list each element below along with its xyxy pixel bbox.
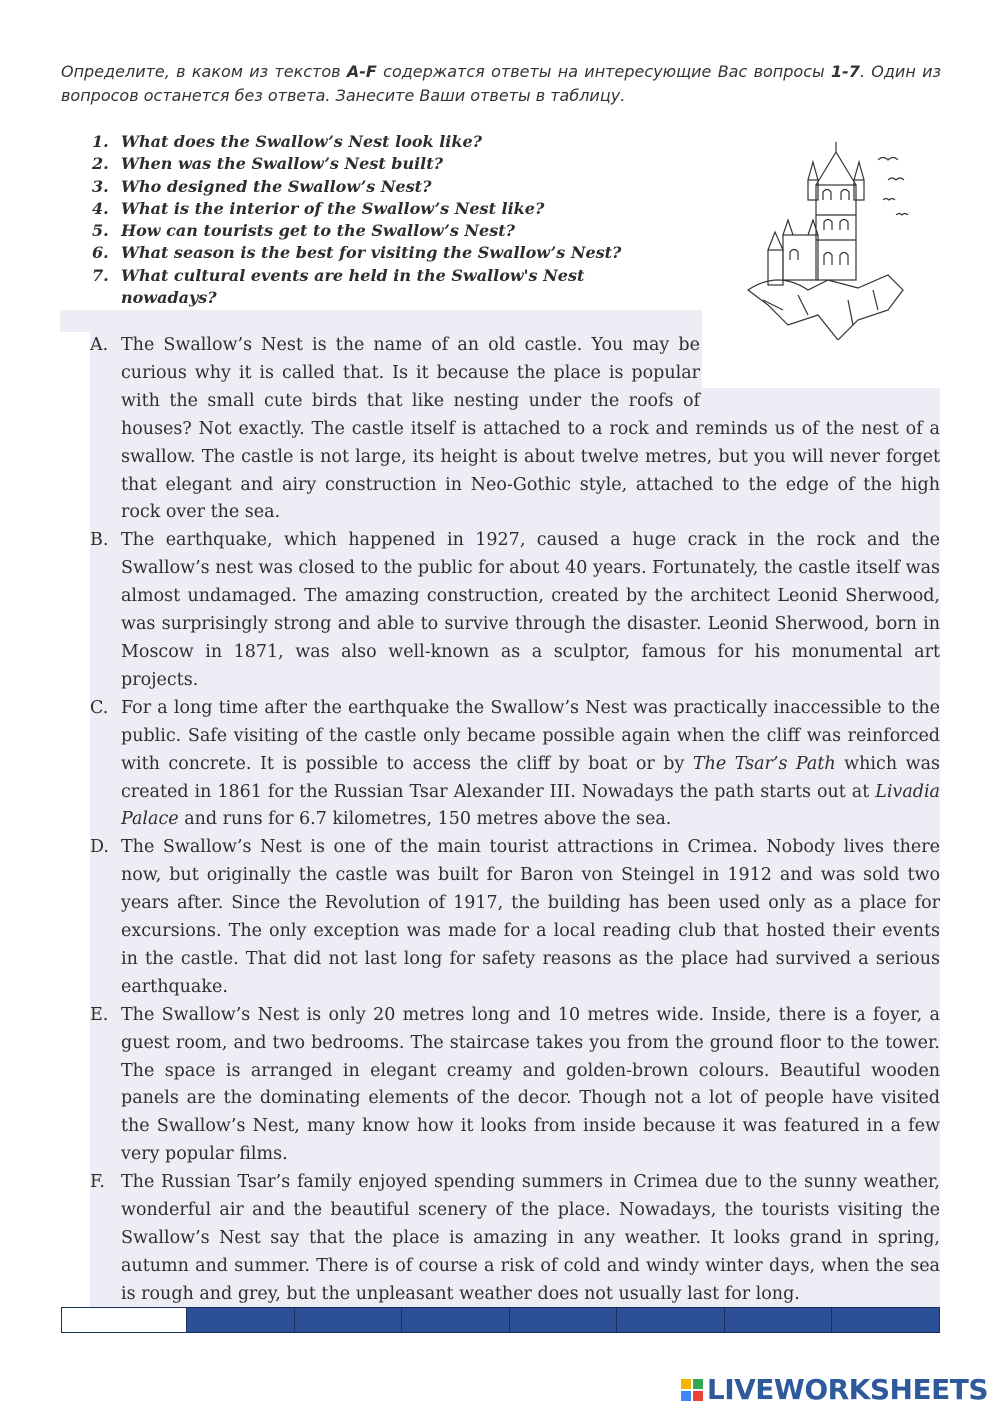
answer-cell[interactable]	[724, 1308, 832, 1333]
question-item: 6. What season is the best for visiting the Swallow’s Nest?	[92, 243, 622, 263]
question-item: 3. Who designed the Swallow’s Nest?	[92, 176, 432, 196]
answer-cell[interactable]	[402, 1308, 510, 1333]
questions-list	[92, 131, 652, 309]
answer-cell[interactable]	[509, 1308, 617, 1333]
answer-cell[interactable]	[832, 1308, 940, 1333]
text-b: B. The earthquake, which happened in 1927, caused a huge crack in the rock and the Swallow’s nest was closed to the public for about 40 years. Fortunately, the castle itself was almost undamaged. The amazing construction, created by the architect Leonid Sherwood, was surprisingly strong and able to survive through the disaster. Leonid Sherwood, born in Moscow in 1871, was also well-known as a sculptor, famous for his monumental art projects.	[90, 530, 940, 690]
text-c: C. For a long time after the earthquake the Swallow’s Nest was practically inaccessible to the public. Safe visiting of the castle only became possible again when the cliff was reinforced with concrete. It is possible to access the cliff by boat or by The Tsar’s Path which was created in 1861 for the Russian Tsar Alexander III. Nowadays the path starts out at Livadia Palace and runs for 6.7 kilometres, 150 metres above the sea.	[90, 697, 941, 830]
logo-text: LIVEWORKSHEETS	[706, 1373, 988, 1406]
logo-icon	[681, 1379, 703, 1401]
question-item: 4. What is the interior of the Swallow’s Nest like?	[92, 198, 545, 218]
question-item: 2. When was the Swallow’s Nest built?	[92, 154, 444, 174]
text-e: E. The Swallow’s Nest is only 20 metres long and 10 metres wide. Inside, there is a foyer, a guest room, and two bedrooms. The staircase takes you from the ground floor to the tower. The space is arranged in elegant creamy and golden-brown colours. Beautiful wooden panels are the dominating elements of the decor. Though not a lot of people have visited the Swallow’s Nest, many know how it looks from inside because it was featured in a few very popular films.	[90, 1004, 940, 1165]
answer-table	[61, 1307, 940, 1333]
text-f: F. The Russian Tsar’s family enjoyed spending summers in Crimea due to the sunny weather, wonderful air and the beautiful scenery of the place. Nowadays, the tourists visiting the Swallow’s Nest say that the place is amazing in any weather. It looks grand in spring, autumn and summer. There is of course a risk of cold and windy winter days, when the sea is rough and grey, but the unpleasant weather does not usually last for long.	[90, 1172, 940, 1304]
shaded-area	[60, 310, 702, 332]
instructions: Определите, в каком из текстов A-F содержатся ответы на интересующие Вас вопросы 1-7. Один из вопросов останется без ответа. Занесите Ваши ответы в таблицу.	[61, 62, 941, 105]
answer-cell[interactable]	[617, 1308, 725, 1333]
question-item: 5. How can tourists get to the Swallow’s Nest?	[92, 221, 515, 241]
castle-illustration	[738, 140, 918, 340]
answer-cell[interactable]	[294, 1308, 402, 1333]
question-item: 1. What does the Swallow’s Nest look like?	[92, 132, 482, 151]
liveworksheets-logo	[681, 1373, 988, 1406]
answer-cell[interactable]	[187, 1308, 295, 1333]
text-d: D. The Swallow’s Nest is one of the main tourist attractions in Crimea. Nobody lives there now, but originally the castle was built for Baron von Steingel in 1912 and was sold two years after. Since the Revolution of 1917, the building has been used only as a place for excursions. The only exception was made for a local reading club that hosted their events in the castle. That did not last long for safety reasons as the place had survived a serious earthquake.	[90, 837, 940, 997]
text-a: A. The Swallow’s Nest is the name of an old castle. You may be curious why it is called that. Is it because the place is popular with the small cute birds that like nesting under the roofs of houses? Not exactly. The castle itself is attached to a rock and reminds us of the nest of a swallow. The castle is not large, its height is about twelve metres, but you will never forget that elegant and airy construction in Neo-Gothic style, attached to the edge of the high rock over the sea.	[90, 335, 940, 523]
texts-list	[90, 332, 940, 1309]
question-item: 7. What cultural events are held in the Swallow's Nest nowadays?	[92, 265, 585, 308]
answer-table-header-cell	[62, 1308, 187, 1333]
